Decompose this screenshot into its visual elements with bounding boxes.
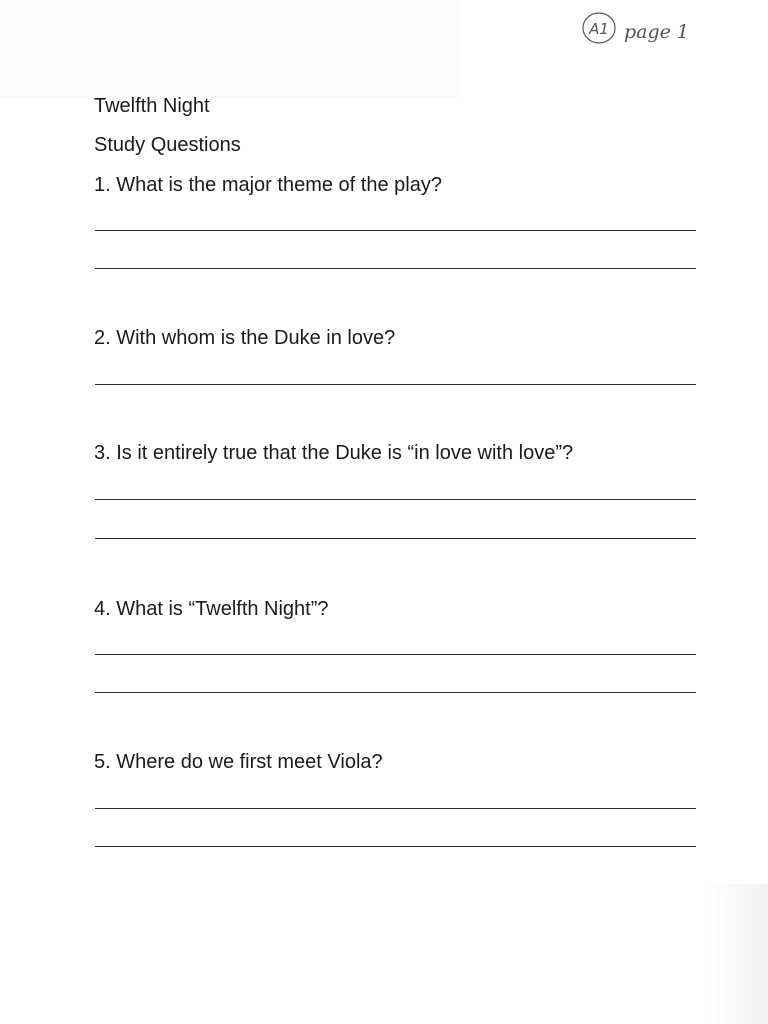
- question-2: 2. With whom is the Duke in love?: [94, 327, 396, 349]
- worksheet-title: Twelfth Night: [94, 95, 210, 117]
- question-3: 3. Is it entirely true that the Duke is “in love with love”?: [94, 442, 574, 464]
- answer-line[interactable]: [95, 230, 696, 231]
- answer-line[interactable]: [95, 538, 696, 539]
- handwritten-circle-label: A1: [589, 20, 609, 38]
- worksheet-subtitle: Study Questions: [94, 134, 241, 156]
- handwritten-annotation: [580, 8, 700, 50]
- answer-line[interactable]: [95, 499, 696, 500]
- answer-line[interactable]: [95, 654, 696, 655]
- question-1: 1. What is the major theme of the play?: [94, 174, 442, 196]
- answer-line[interactable]: [95, 268, 696, 269]
- answer-line[interactable]: [95, 384, 696, 385]
- answer-line[interactable]: [95, 692, 696, 693]
- question-4: 4. What is “Twelfth Night”?: [94, 598, 329, 620]
- scan-shading-corner: [708, 884, 768, 1024]
- answer-line[interactable]: [95, 846, 696, 847]
- question-5: 5. Where do we first meet Viola?: [94, 751, 383, 773]
- scan-shading: [0, 0, 460, 98]
- handwritten-page-label: page 1: [624, 21, 690, 43]
- answer-line[interactable]: [95, 808, 696, 809]
